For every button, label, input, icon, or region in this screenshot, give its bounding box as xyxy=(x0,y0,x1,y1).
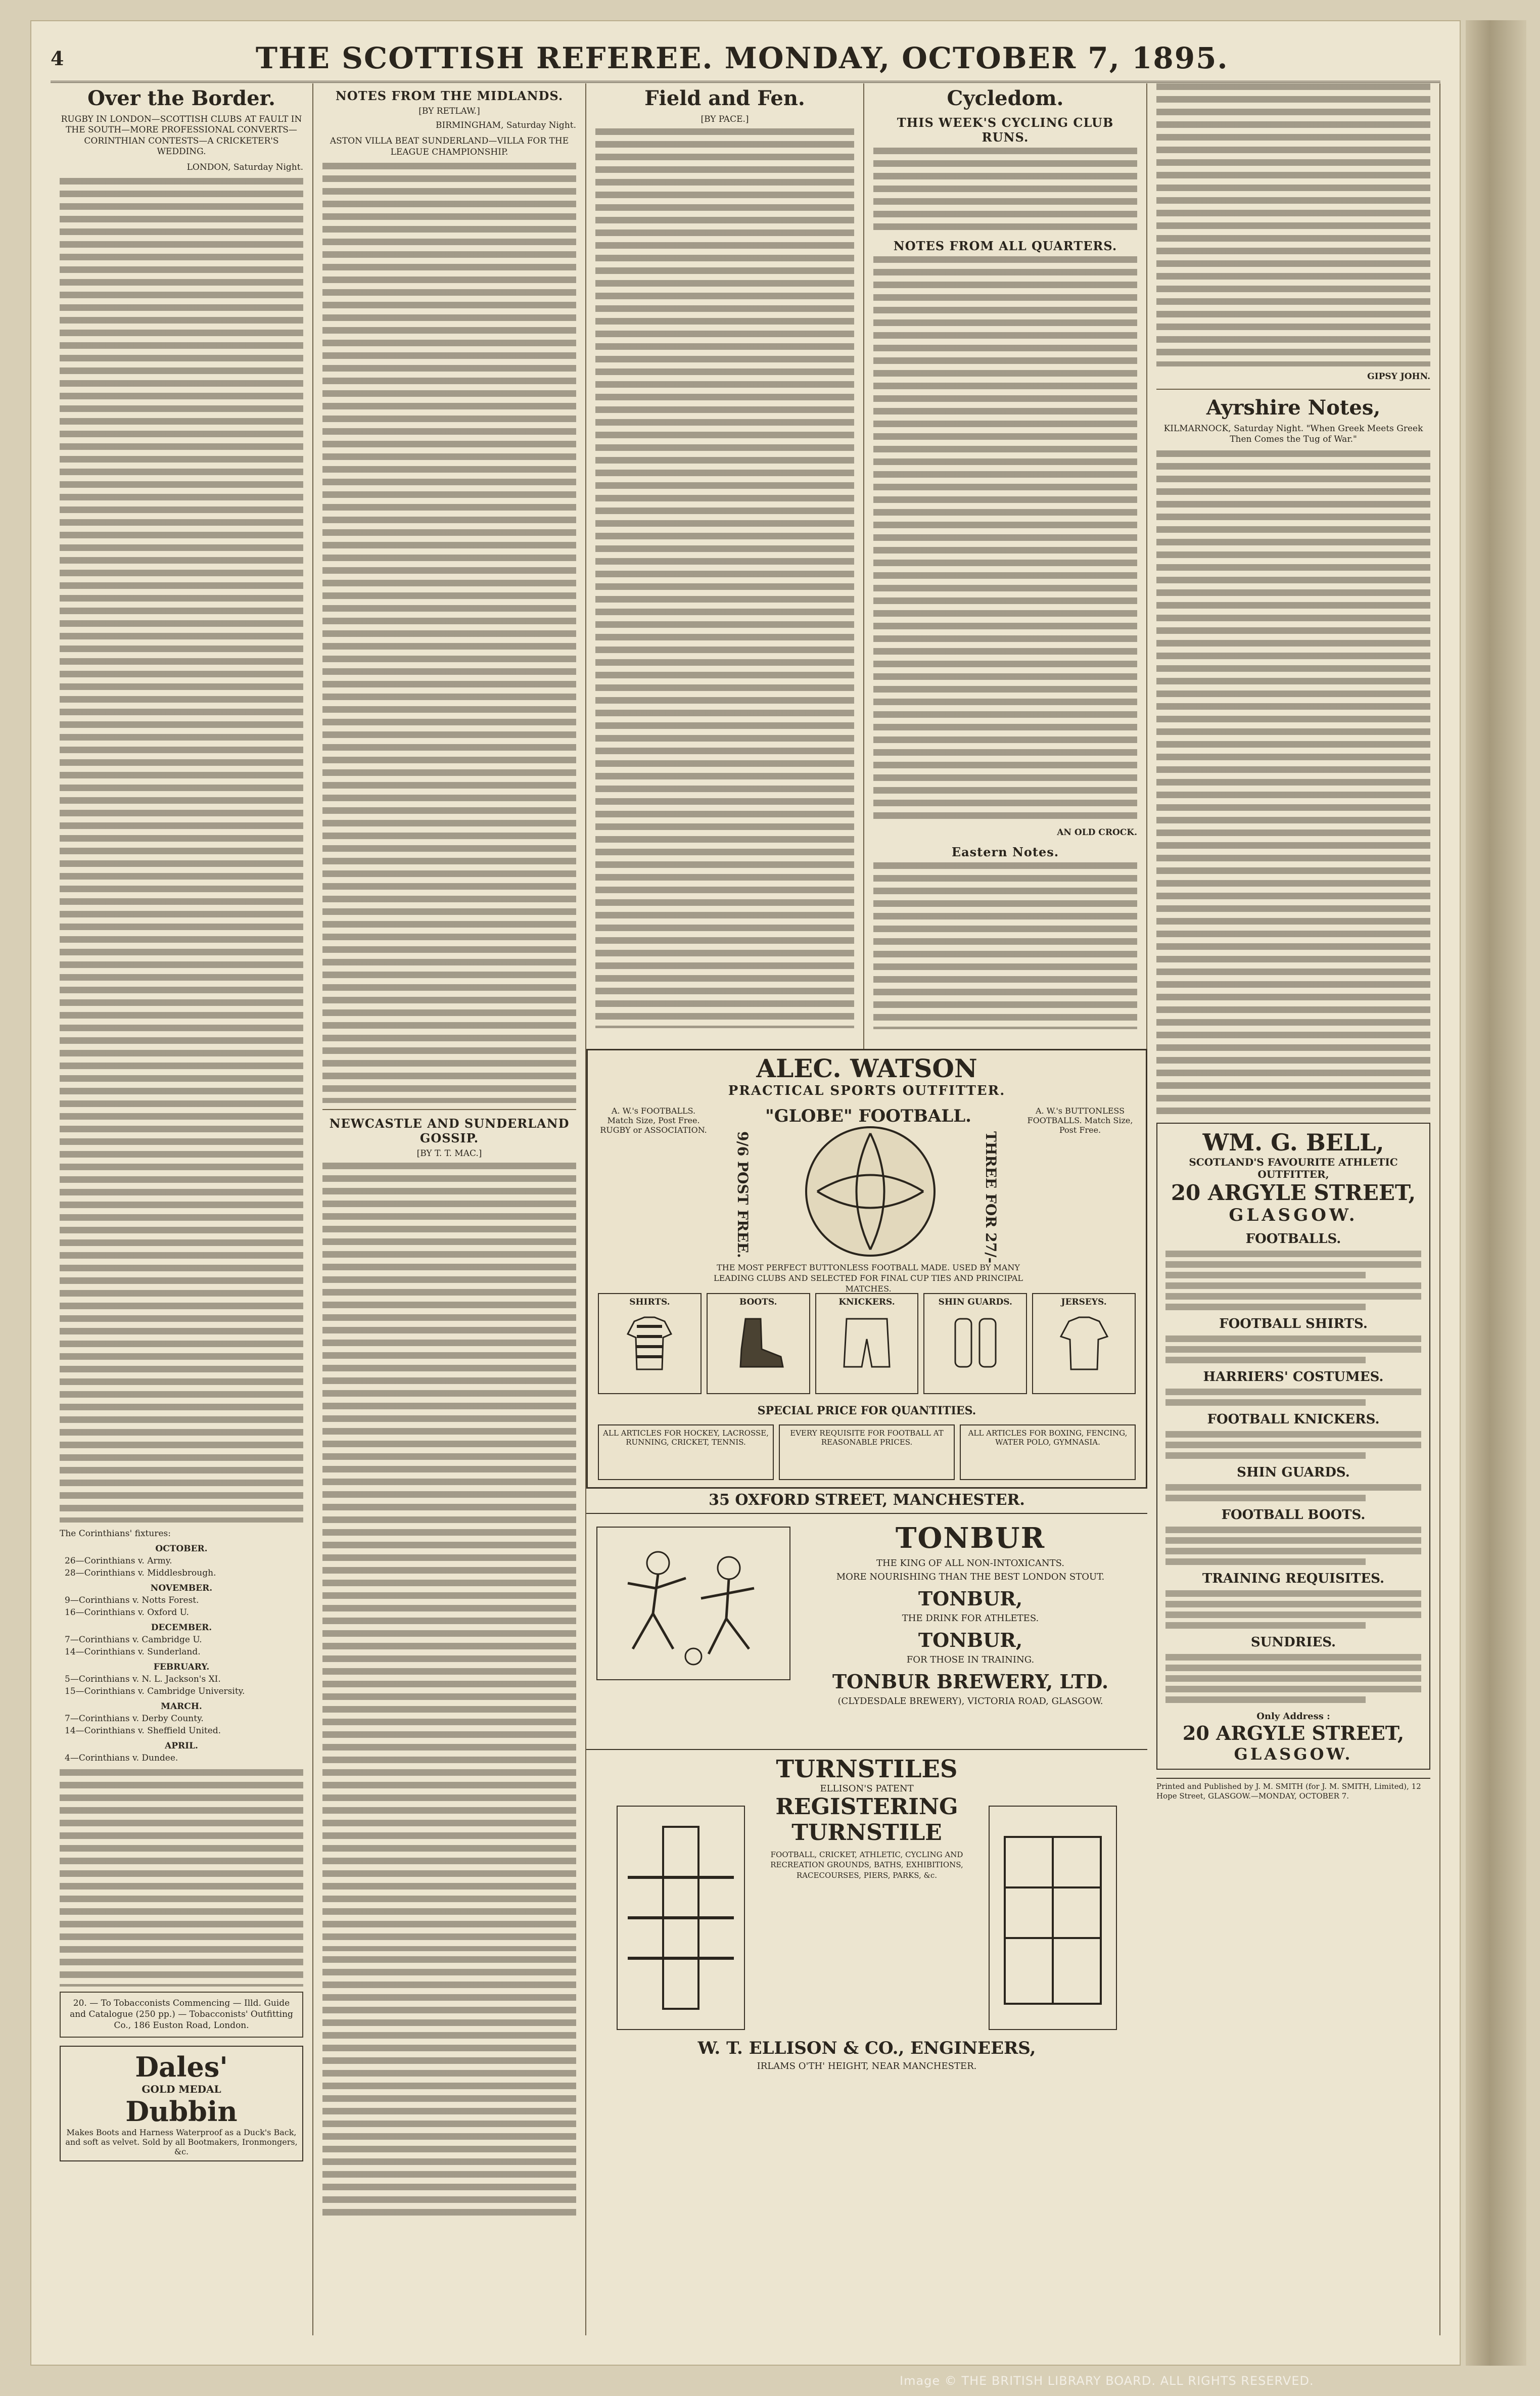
shin-guard-icon xyxy=(950,1316,1001,1372)
column-title: Cycledom. xyxy=(947,86,1064,110)
article-body xyxy=(322,163,576,1103)
fixture-row: 9—Corinthians v. Notts Forest. xyxy=(65,1595,199,1606)
dales-note: Makes Boots and Harness Waterproof as a Duck's Back, and soft as velvet. Sold by all Bootmakers, Ironmongers, &c. xyxy=(65,2127,298,2156)
turnstile-illustration-right xyxy=(989,1806,1117,2030)
turnstile-sub: ELLISON'S PATENT xyxy=(820,1783,914,1794)
advert-line xyxy=(1165,1590,1421,1597)
tonbur-line: THE DRINK FOR ATHLETES. xyxy=(902,1613,1039,1624)
tonbur-line: MORE NOURISHING THAN THE BEST LONDON STOUT. xyxy=(836,1572,1105,1582)
advert-line xyxy=(1165,1548,1421,1554)
advert-line xyxy=(1165,1611,1421,1618)
advert-line xyxy=(1165,1251,1421,1257)
runs-table xyxy=(873,148,1137,234)
advert-line xyxy=(1165,1601,1421,1607)
advert-section: TRAINING REQUISITES. xyxy=(1202,1571,1385,1586)
fixtures-month: MARCH. xyxy=(161,1701,202,1712)
ayrshire-body xyxy=(1156,450,1430,1118)
column-over-the-border xyxy=(51,83,313,2335)
article-body-continued xyxy=(60,1769,303,1987)
fixture-row: 15—Corinthians v. Cambridge University. xyxy=(65,1686,245,1697)
tonbur-line: THE KING OF ALL NON-INTOXICANTS. xyxy=(876,1558,1065,1569)
advert-line xyxy=(1165,1261,1421,1268)
advert-line xyxy=(1165,1304,1366,1310)
turnstile-maker: W. T. ELLISON & CO., ENGINEERS, xyxy=(697,2038,1036,2058)
tonbur-line: TONBUR, xyxy=(918,1587,1023,1610)
watson-bottom-row xyxy=(598,1424,1136,1480)
advert-line xyxy=(1165,1558,1366,1565)
footballers-illustration xyxy=(596,1527,790,1680)
bell-only-address: Only Address : xyxy=(1256,1711,1330,1722)
advert-line xyxy=(1165,1399,1366,1406)
kit-item-label: SHIRTS. xyxy=(629,1297,670,1307)
column-midlands xyxy=(313,83,586,2335)
price-right: THREE FOR 27/- xyxy=(983,1131,999,1264)
bell-subtitle: SCOTLAND'S FAVOURITE ATHLETIC OUTFITTER, xyxy=(1189,1156,1398,1180)
advert-line xyxy=(1165,1527,1421,1533)
ayrshire-title: Ayrshire Notes, xyxy=(1206,396,1381,420)
tonbur-advert xyxy=(586,1516,1147,1744)
advert-line xyxy=(1165,1431,1421,1438)
advert-line xyxy=(1165,1452,1366,1459)
eastern-title: Eastern Notes. xyxy=(951,845,1059,859)
kit-item-knickers xyxy=(815,1293,919,1394)
fixture-row: 4—Corinthians v. Dundee. xyxy=(65,1753,178,1764)
fixture-row: 7—Corinthians v. Cambridge U. xyxy=(65,1635,202,1645)
fixtures-month: APRIL. xyxy=(165,1741,198,1752)
byline: [BY RETLAW.] xyxy=(418,106,480,116)
jersey-icon xyxy=(1059,1316,1109,1372)
fixtures-month: FEBRUARY. xyxy=(153,1662,210,1673)
column-rule xyxy=(1156,389,1430,390)
bell-address: 20 ARGYLE STREET, xyxy=(1171,1180,1416,1205)
advert-line xyxy=(1165,1357,1366,1363)
kit-item-label: KNICKERS. xyxy=(838,1297,895,1307)
column-field-and-fen xyxy=(586,83,864,1049)
globe-description: THE MOST PERFECT BUTTONLESS FOOTBALL MADE. USED BY MANY LEADING CLUBS AND SELECTED FOR FINAL CUP TIES AND PRINCIPAL MATCHES. xyxy=(713,1263,1023,1294)
turnstile-list: FOOTBALL, CRICKET, ATHLETIC, CYCLING AND RECREATION GROUNDS, BATHS, EXHIBITIONS, RACECOURSES, PIERS, PARKS, &c. xyxy=(770,1850,963,1880)
column-intro: ASTON VILLA BEAT SUNDERLAND—VILLA FOR THE LEAGUE CHAMPIONSHIP. xyxy=(330,136,569,157)
special-price: SPECIAL PRICE FOR QUANTITIES. xyxy=(757,1404,976,1417)
signoff: GIPSY JOHN. xyxy=(1367,372,1430,382)
article-body xyxy=(595,128,854,1028)
kit-items xyxy=(598,1293,1136,1394)
advert-section: HARRIERS' COSTUMES. xyxy=(1203,1369,1384,1385)
kit-item-shirts xyxy=(598,1293,702,1394)
turnstile-title: TURNSTILES xyxy=(776,1755,958,1783)
signoff: AN OLD CROCK. xyxy=(1057,827,1137,838)
dateline: LONDON, Saturday Night. xyxy=(186,162,303,172)
article-body xyxy=(1156,83,1430,366)
fixture-row: 14—Corinthians v. Sheffield United. xyxy=(65,1726,221,1736)
notes-title: NOTES FROM ALL QUARTERS. xyxy=(893,239,1117,253)
column-title: NOTES FROM THE MIDLANDS. xyxy=(335,88,564,103)
boot-icon xyxy=(730,1316,786,1372)
watson-address: 35 OXFORD STREET, MANCHESTER. xyxy=(586,1491,1147,1514)
copyright-notice: Image © THE BRITISH LIBRARY BOARD. ALL RIGHTS RESERVED. xyxy=(900,2374,1314,2388)
turnstile-advert xyxy=(586,1749,1147,2074)
turnstile-text xyxy=(753,1755,981,1880)
tonbur-line: TONBUR BREWERY, LTD. xyxy=(832,1670,1109,1693)
watson-advert xyxy=(586,1049,1147,1489)
fixtures-month: NOVEMBER. xyxy=(150,1583,213,1594)
advert-section: FOOTBALLS. xyxy=(1245,1231,1341,1247)
kit-item-label: SHIN GUARDS. xyxy=(938,1297,1012,1307)
page-number: 4 xyxy=(51,47,64,70)
advert-line xyxy=(1165,1346,1421,1353)
advert-line xyxy=(1165,1335,1421,1342)
byline: [BY PACE.] xyxy=(701,114,749,124)
tonbur-text xyxy=(799,1522,1142,1710)
fixture-row: 16—Corinthians v. Oxford U. xyxy=(65,1607,189,1618)
bell-advert xyxy=(1156,1123,1430,1770)
dales-brand: Dales' xyxy=(135,2050,228,2083)
advert-line xyxy=(1165,1665,1421,1671)
footballers-icon xyxy=(597,1528,789,1679)
dateline: BIRMINGHAM, Saturday Night. xyxy=(436,120,576,130)
fixtures-list xyxy=(60,1528,303,1764)
tonbur-line: (CLYDESDALE BREWERY), VICTORIA ROAD, GLASGOW. xyxy=(837,1696,1103,1707)
article-body-continued xyxy=(322,1956,576,2219)
column-intro: RUGBY IN LONDON—SCOTTISH CLUBS AT FAULT IN THE SOUTH—MORE PROFESSIONAL CONVERTS—CORINTHIAN CONTESTS—A CRICKETER'S WEDDING. xyxy=(61,114,302,157)
price-left: 9/6 POST FREE. xyxy=(734,1131,751,1258)
runs-title: THIS WEEK'S CYCLING CLUB RUNS. xyxy=(897,115,1114,145)
turnstile-gate-icon xyxy=(990,1807,1116,2029)
tobacconist-advert: 20. — To Tobacconists Commencing — Illd. Guide and Catalogue (250 pp.) — Tobacconists' Outfitting Co., 186 Euston Road, London. xyxy=(60,1992,303,2037)
footballs-box: A. W.'s FOOTBALLS. Match Size, Post Free. RUGBY or ASSOCIATION. xyxy=(600,1106,707,1135)
adjacent-page-edge xyxy=(1466,20,1526,2366)
watson-tagline: PRACTICAL SPORTS OUTFITTER. xyxy=(728,1083,1006,1098)
bell-footer-city: GLASGOW. xyxy=(1234,1744,1353,1764)
watson-bottom-box: ALL ARTICLES FOR BOXING, FENCING, WATER POLO, GYMNASIA. xyxy=(960,1424,1136,1480)
eastern-body xyxy=(873,862,1137,1029)
kit-item-label: JERSEYS. xyxy=(1061,1297,1107,1307)
bell-city: GLASGOW. xyxy=(1229,1205,1358,1225)
advert-section: FOOTBALL SHIRTS. xyxy=(1219,1316,1368,1331)
advert-line xyxy=(1165,1537,1421,1544)
watson-bottom-box: ALL ARTICLES FOR HOCKEY, LACROSSE, RUNNING, CRICKET, TENNIS. xyxy=(598,1424,774,1480)
ayrshire-intro: KILMARNOCK, Saturday Night. "When Greek Meets Greek Then Comes the Tug of War." xyxy=(1163,424,1423,445)
advert-line xyxy=(1165,1686,1421,1692)
advert-line xyxy=(1165,1654,1421,1661)
imprint: Printed and Published by J. M. SMITH (for J. M. SMITH, Limited), 12 Hope Street, GLASGOW.—MONDAY, OCTOBER 7. xyxy=(1156,1778,1430,1802)
fixture-row: 26—Corinthians v. Army. xyxy=(65,1556,172,1566)
bell-footer-address: 20 ARGYLE STREET, xyxy=(1182,1721,1405,1744)
article-body xyxy=(873,256,1137,822)
fixtures-title: The Corinthians' fixtures: xyxy=(60,1529,171,1539)
byline: [BY T. T. MAC.] xyxy=(416,1148,482,1159)
buttonless-box: A. W.'s BUTTONLESS FOOTBALLS. Match Size, Post Free. xyxy=(1027,1106,1133,1135)
turnstile-head: REGISTERING TURNSTILE xyxy=(775,1794,958,1846)
fixtures-month: DECEMBER. xyxy=(151,1623,212,1633)
article-body xyxy=(322,1163,576,1951)
turnstile-illustration-left xyxy=(617,1806,745,2030)
advert-line xyxy=(1165,1484,1421,1491)
globe-football-icon xyxy=(805,1126,936,1257)
column-title: Over the Border. xyxy=(87,86,275,110)
advert-line xyxy=(1165,1675,1421,1682)
kit-item-shin-guards xyxy=(923,1293,1027,1394)
fixture-row: 7—Corinthians v. Derby County. xyxy=(65,1714,204,1724)
advert-section: FOOTBALL BOOTS. xyxy=(1221,1507,1366,1523)
shirt-icon xyxy=(627,1316,672,1372)
bell-footer xyxy=(1160,1711,1426,1764)
watson-name: ALEC. WATSON xyxy=(756,1053,977,1083)
advert-line xyxy=(1165,1442,1421,1448)
paper-title: THE SCOTTISH REFEREE. MONDAY, OCTOBER 7, 1895. xyxy=(255,41,1229,75)
kit-item-boots xyxy=(707,1293,810,1394)
dales-product: Dubbin xyxy=(125,2095,238,2128)
advert-line xyxy=(1165,1696,1366,1703)
football-lines-icon xyxy=(807,1128,934,1255)
advert-line xyxy=(1165,1622,1366,1629)
newspaper-page xyxy=(30,20,1461,2366)
turnstile-maker-address: IRLAMS O'TH' HEIGHT, NEAR MANCHESTER. xyxy=(757,2061,977,2071)
column-ayrshire-and-adverts xyxy=(1147,83,1440,2335)
globe-title: "GLOBE" FOOTBALL. xyxy=(765,1106,971,1126)
advert-line xyxy=(1165,1389,1421,1395)
fixture-row: 28—Corinthians v. Middlesbrough. xyxy=(65,1568,216,1579)
section-title: NEWCASTLE AND SUNDERLAND GOSSIP. xyxy=(329,1116,570,1145)
tonbur-line: TONBUR, xyxy=(918,1629,1023,1651)
advert-line xyxy=(1165,1293,1421,1300)
turnstile-icon xyxy=(618,1807,744,2029)
watson-bottom-box: EVERY REQUISITE FOR FOOTBALL AT REASONABLE PRICES. xyxy=(779,1424,955,1480)
kit-item-label: BOOTS. xyxy=(739,1297,777,1307)
dales-gold-medal: GOLD MEDAL xyxy=(142,2083,221,2095)
advert-line xyxy=(1165,1495,1366,1501)
fixture-row: 14—Corinthians v. Sunderland. xyxy=(65,1647,201,1657)
kit-item-jerseys xyxy=(1032,1293,1136,1394)
tonbur-line: FOR THOSE IN TRAINING. xyxy=(906,1654,1035,1665)
knickers-icon xyxy=(842,1316,892,1372)
dales-dubbin-advert xyxy=(60,2046,303,2161)
advert-section: FOOTBALL KNICKERS. xyxy=(1207,1411,1380,1427)
column-rule xyxy=(322,1109,576,1110)
advert-section: SUNDRIES. xyxy=(1250,1634,1336,1650)
fixtures-month: OCTOBER. xyxy=(155,1544,208,1554)
bell-name: WM. G. BELL, xyxy=(1202,1128,1384,1156)
masthead xyxy=(51,35,1440,83)
tonbur-name: TONBUR xyxy=(895,1522,1046,1555)
article-body xyxy=(60,178,303,1523)
fixture-row: 5—Corinthians v. N. L. Jackson's XI. xyxy=(65,1674,221,1685)
column-title: Field and Fen. xyxy=(644,86,805,110)
advert-line xyxy=(1165,1282,1421,1289)
advert-line xyxy=(1165,1272,1366,1278)
advert-section: SHIN GUARDS. xyxy=(1237,1464,1350,1480)
column-cycledom xyxy=(864,83,1147,1049)
